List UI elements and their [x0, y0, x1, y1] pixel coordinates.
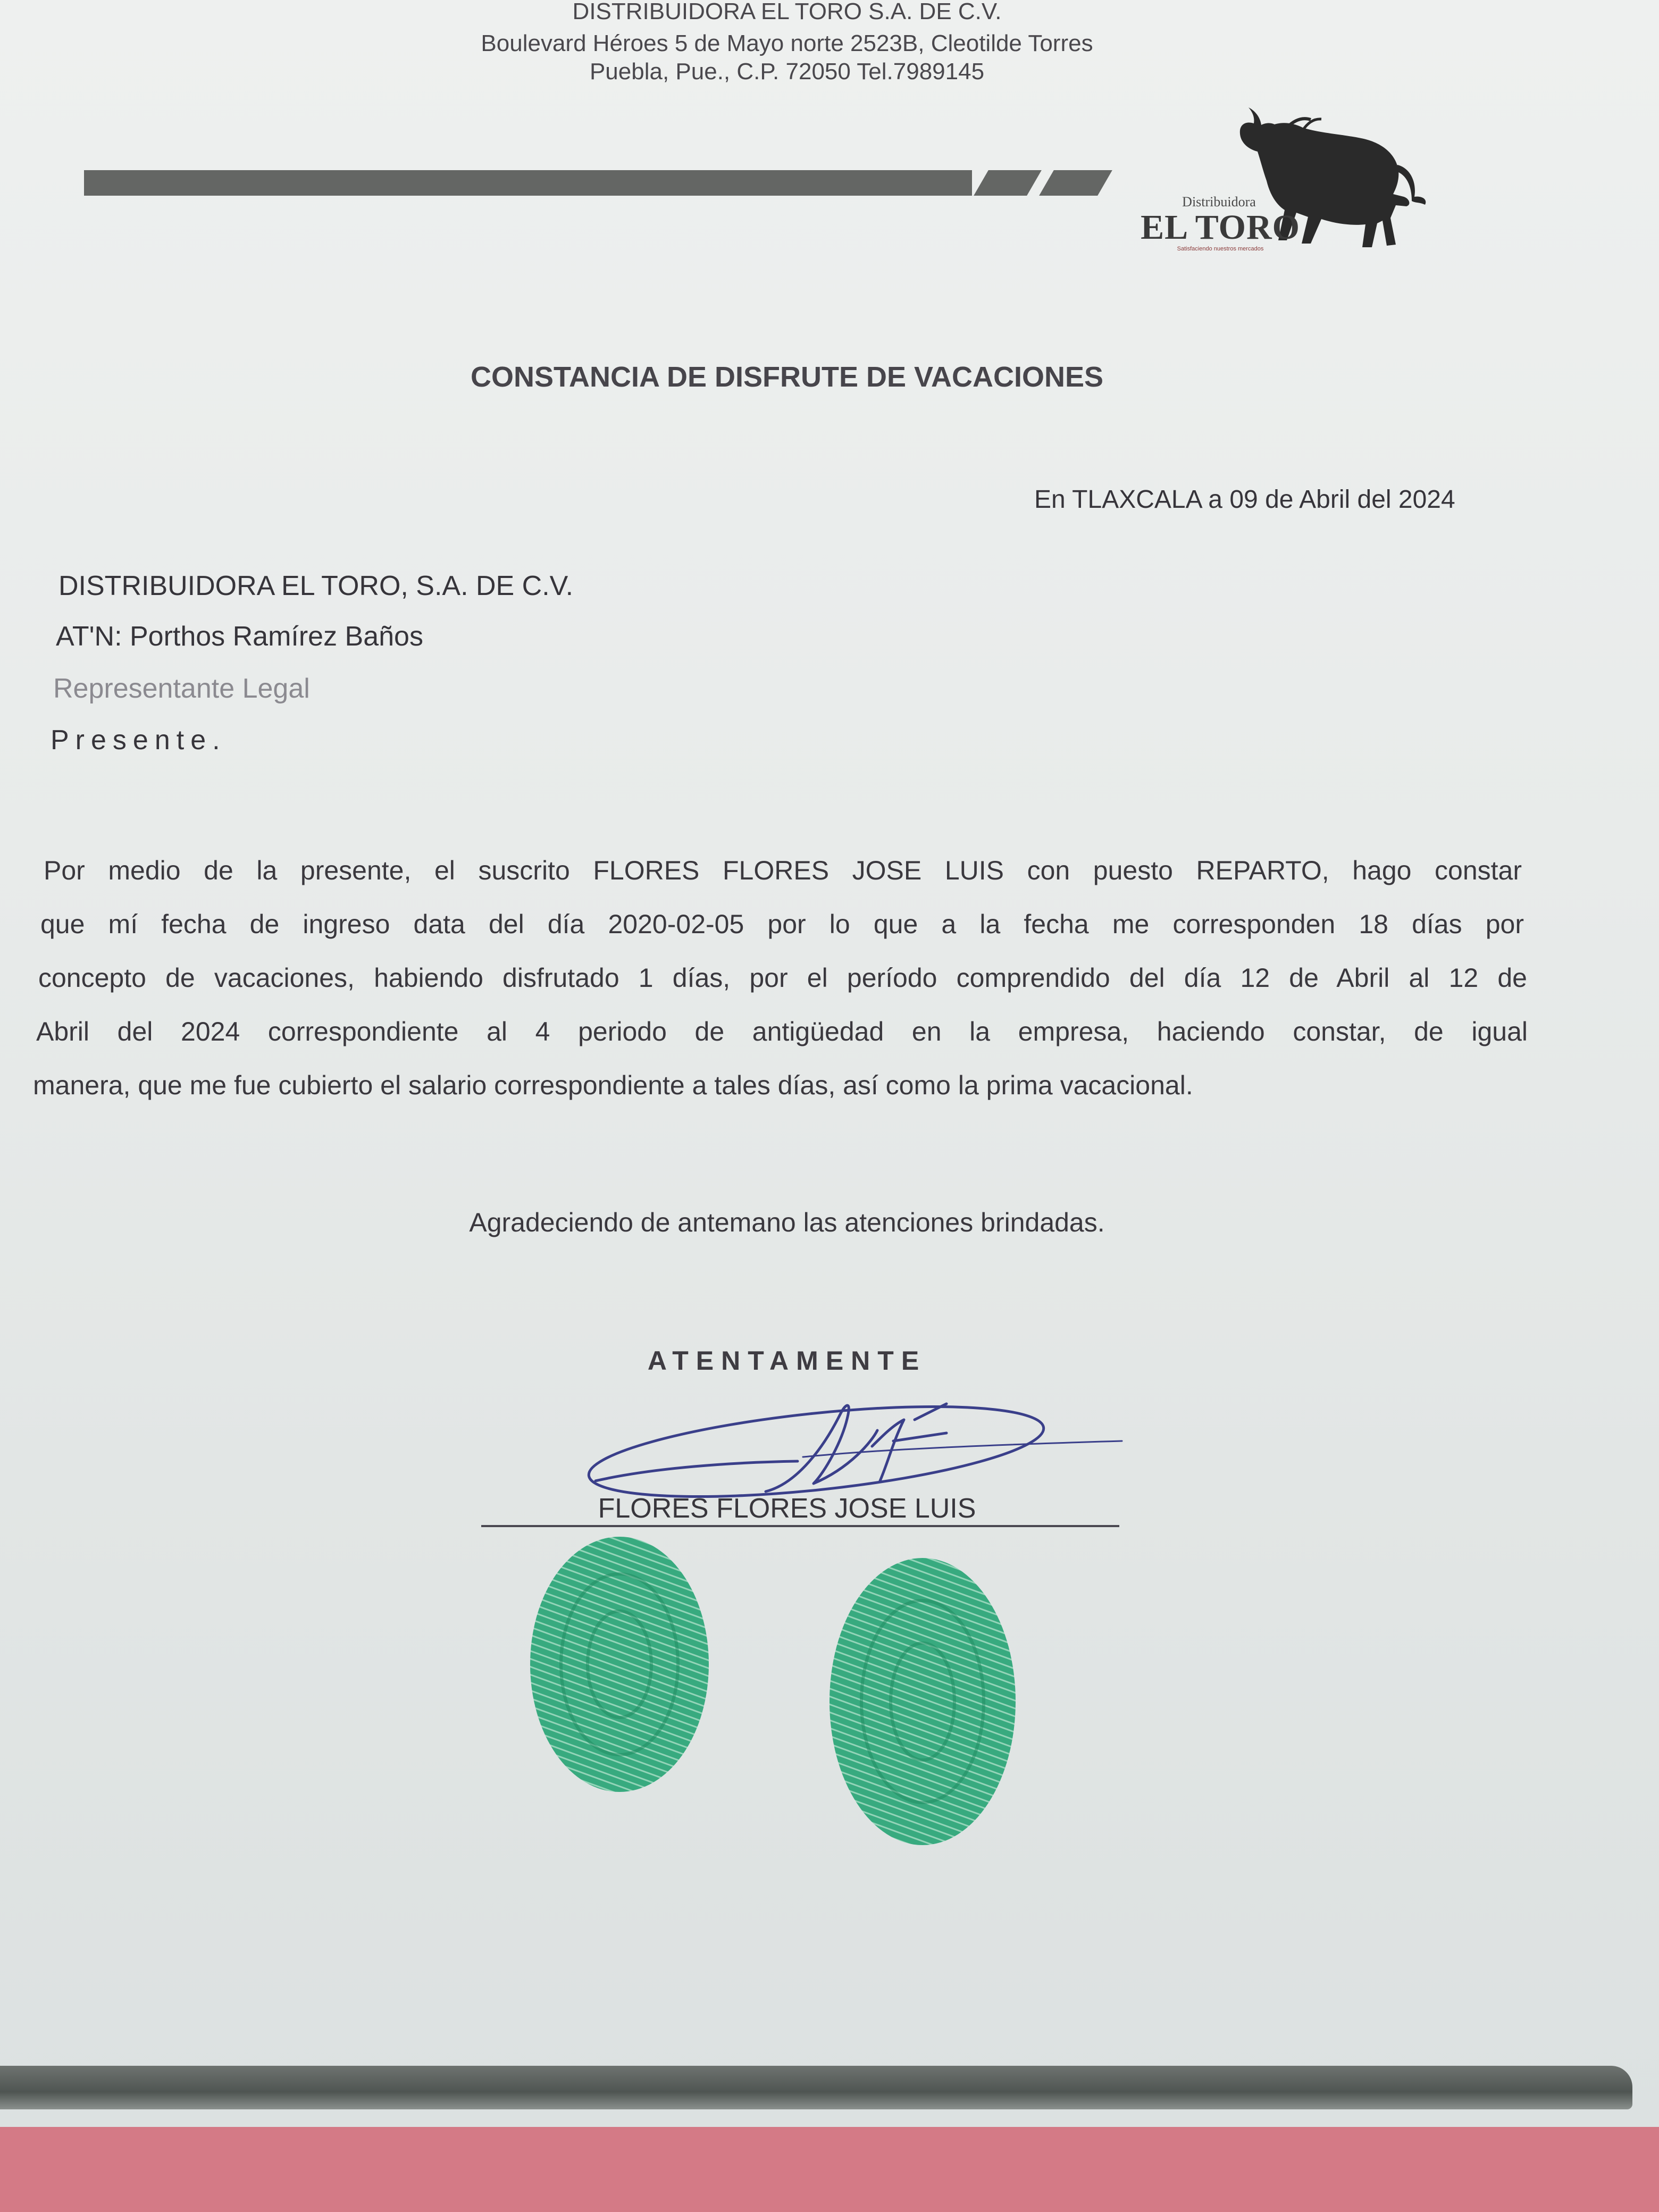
- footer-band: [0, 2066, 1632, 2109]
- body-line-2: que mí fecha de ingreso data del día 2020-02-05 por lo que a la fecha me corresponden 18 días por: [40, 909, 1524, 939]
- signature-line: [481, 1525, 1119, 1527]
- table-surface: [0, 2127, 1659, 2212]
- logo-name: EL TORO: [1141, 208, 1300, 247]
- fingerprint-right-icon: [830, 1558, 1016, 1845]
- salutation: ATENTAMENTE: [647, 1346, 927, 1376]
- handwritten-signature: [574, 1382, 1159, 1521]
- header-bar: [84, 170, 972, 196]
- addressee-role: Representante Legal: [53, 673, 310, 704]
- body-line-3: concepto de vacaciones, habiendo disfrutado 1 días, por el período comprendido del día 12 de Abril al 12 de: [38, 963, 1527, 993]
- greeting: Presente.: [51, 725, 227, 756]
- body-line-4: Abril del 2024 correspondiente al 4 periodo de antigüedad en la empresa, haciendo constar, de igual: [36, 1017, 1528, 1046]
- letterhead-address-line-2: Puebla, Pue., C.P. 72050 Tel.7989145: [589, 58, 985, 85]
- place-date: En TLAXCALA a 09 de Abril del 2024: [1034, 485, 1455, 514]
- company-logo: [1127, 101, 1457, 271]
- logo-tagline: Satisfaciendo nuestros mercados: [1177, 246, 1264, 252]
- signer-name: FLORES FLORES JOSE LUIS: [598, 1493, 976, 1524]
- body-line-1: Por medio de la presente, el suscrito FLORES FLORES JOSE LUIS con puesto REPARTO, hago constar: [44, 856, 1522, 885]
- logo-label-small: Distribuidora: [1182, 194, 1256, 210]
- closing-thanks: Agradeciendo de antemano las atenciones brindadas.: [469, 1208, 1105, 1237]
- body-line-5: manera, que me fue cubierto el salario correspondiente a tales días, así como la prima vacacional.: [33, 1070, 1193, 1100]
- letterhead-address-line-1: Boulevard Héroes 5 de Mayo norte 2523B, Cleotilde Torres: [481, 30, 1093, 56]
- document-title: CONSTANCIA DE DISFRUTE DE VACACIONES: [470, 361, 1104, 393]
- addressee-company: DISTRIBUIDORA EL TORO, S.A. DE C.V.: [58, 571, 574, 601]
- fingerprint-left-icon: [530, 1537, 709, 1792]
- fingerprints: [510, 1537, 1042, 1877]
- letterhead-company: DISTRIBUIDORA EL TORO S.A. DE C.V.: [572, 0, 1002, 24]
- addressee-attention: AT'N: Porthos Ramírez Baños: [56, 621, 423, 652]
